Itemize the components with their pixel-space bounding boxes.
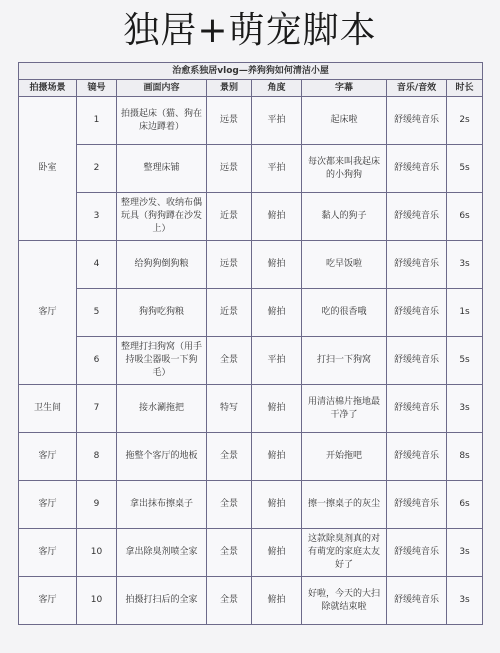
shot-content: 拿出抹布擦桌子	[117, 481, 207, 529]
duration-cell: 6s	[447, 481, 483, 529]
table-row	[19, 145, 483, 193]
shot-size: 全景	[207, 337, 252, 385]
duration-cell: 1s	[447, 289, 483, 337]
music-cell: 舒缓纯音乐	[387, 337, 447, 385]
duration-cell: 3s	[447, 241, 483, 289]
camera-angle: 平拍	[252, 97, 302, 145]
caption-text: 吃的很香哦	[302, 289, 387, 337]
caption-text: 吃早饭啦	[302, 241, 387, 289]
scene-cell: 客厅	[19, 241, 77, 385]
scene-cell: 客厅	[19, 433, 77, 481]
shot-number: 7	[77, 385, 117, 433]
shot-size: 远景	[207, 97, 252, 145]
shot-number: 2	[77, 145, 117, 193]
duration-cell: 6s	[447, 193, 483, 241]
camera-angle: 俯拍	[252, 193, 302, 241]
table-row	[19, 577, 483, 625]
scene-cell: 卧室	[19, 97, 77, 241]
table-title: 治愈系独居vlog—养狗狗如何清洁小屋	[19, 63, 483, 80]
music-cell: 舒缓纯音乐	[387, 145, 447, 193]
shot-number: 10	[77, 529, 117, 577]
camera-angle: 俯拍	[252, 481, 302, 529]
camera-angle: 俯拍	[252, 433, 302, 481]
shot-size: 全景	[207, 481, 252, 529]
caption-text: 用清洁棉片拖地最干净了	[302, 385, 387, 433]
duration-cell: 3s	[447, 577, 483, 625]
shot-content: 给狗狗倒狗粮	[117, 241, 207, 289]
shot-number: 9	[77, 481, 117, 529]
music-cell: 舒缓纯音乐	[387, 193, 447, 241]
camera-angle: 平拍	[252, 145, 302, 193]
music-cell: 舒缓纯音乐	[387, 433, 447, 481]
music-cell: 舒缓纯音乐	[387, 529, 447, 577]
shot-size: 全景	[207, 577, 252, 625]
page-title: 独居+萌宠脚本	[123, 10, 377, 51]
camera-angle: 俯拍	[252, 529, 302, 577]
caption-text: 擦一擦桌子的灰尘	[302, 481, 387, 529]
shot-size: 近景	[207, 193, 252, 241]
music-cell: 舒缓纯音乐	[387, 481, 447, 529]
duration-cell: 3s	[447, 385, 483, 433]
caption-text: 黏人的狗子	[302, 193, 387, 241]
shot-content: 拿出除臭剂喷全家	[117, 529, 207, 577]
column-header: 时长	[447, 80, 483, 97]
table-row	[19, 97, 483, 145]
shot-content: 狗狗吃狗粮	[117, 289, 207, 337]
script-table	[18, 62, 483, 625]
caption-text: 好啦，今天的大扫除就结束啦	[302, 577, 387, 625]
table-row	[19, 481, 483, 529]
duration-cell: 8s	[447, 433, 483, 481]
scene-cell: 客厅	[19, 577, 77, 625]
camera-angle: 俯拍	[252, 385, 302, 433]
scene-cell: 客厅	[19, 481, 77, 529]
table-row	[19, 337, 483, 385]
scene-cell: 卫生间	[19, 385, 77, 433]
scene-cell: 客厅	[19, 529, 77, 577]
music-cell: 舒缓纯音乐	[387, 289, 447, 337]
shot-size: 全景	[207, 529, 252, 577]
caption-text: 这款除臭剂真的对有萌宠的家庭太友好了	[302, 529, 387, 577]
shot-content: 接水涮拖把	[117, 385, 207, 433]
column-header: 镜号	[77, 80, 117, 97]
duration-cell: 3s	[447, 529, 483, 577]
shot-content: 拍摄起床（猫、狗在床边蹲着）	[117, 97, 207, 145]
table-row	[19, 193, 483, 241]
caption-text: 开始拖吧	[302, 433, 387, 481]
column-header: 音乐/音效	[387, 80, 447, 97]
table-row	[19, 289, 483, 337]
shot-size: 远景	[207, 241, 252, 289]
column-header: 拍摄场景	[19, 80, 77, 97]
column-header: 景别	[207, 80, 252, 97]
shot-number: 4	[77, 241, 117, 289]
table-row	[19, 241, 483, 289]
shot-content: 整理打扫狗窝（用手持吸尘器吸一下狗毛）	[117, 337, 207, 385]
shot-number: 10	[77, 577, 117, 625]
shot-size: 全景	[207, 433, 252, 481]
shot-number: 8	[77, 433, 117, 481]
shot-content: 拖整个客厅的地板	[117, 433, 207, 481]
camera-angle: 俯拍	[252, 577, 302, 625]
column-header: 角度	[252, 80, 302, 97]
camera-angle: 平拍	[252, 337, 302, 385]
shot-content: 整理床铺	[117, 145, 207, 193]
music-cell: 舒缓纯音乐	[387, 97, 447, 145]
duration-cell: 5s	[447, 337, 483, 385]
camera-angle: 俯拍	[252, 289, 302, 337]
caption-text: 打扫一下狗窝	[302, 337, 387, 385]
shot-number: 6	[77, 337, 117, 385]
shot-size: 远景	[207, 145, 252, 193]
shot-content: 整理沙发、收纳布偶玩具（狗狗蹲在沙发上）	[117, 193, 207, 241]
caption-text: 起床啦	[302, 97, 387, 145]
column-header: 字幕	[302, 80, 387, 97]
duration-cell: 2s	[447, 97, 483, 145]
duration-cell: 5s	[447, 145, 483, 193]
column-header: 画面内容	[117, 80, 207, 97]
shot-content: 拍摄打扫后的全家	[117, 577, 207, 625]
shot-size: 特写	[207, 385, 252, 433]
shot-number: 3	[77, 193, 117, 241]
table-row	[19, 529, 483, 577]
table-row	[19, 385, 483, 433]
shot-number: 1	[77, 97, 117, 145]
shot-size: 近景	[207, 289, 252, 337]
shot-number: 5	[77, 289, 117, 337]
music-cell: 舒缓纯音乐	[387, 385, 447, 433]
music-cell: 舒缓纯音乐	[387, 241, 447, 289]
table-row	[19, 433, 483, 481]
caption-text: 每次都来叫我起床的小狗狗	[302, 145, 387, 193]
camera-angle: 俯拍	[252, 241, 302, 289]
music-cell: 舒缓纯音乐	[387, 577, 447, 625]
